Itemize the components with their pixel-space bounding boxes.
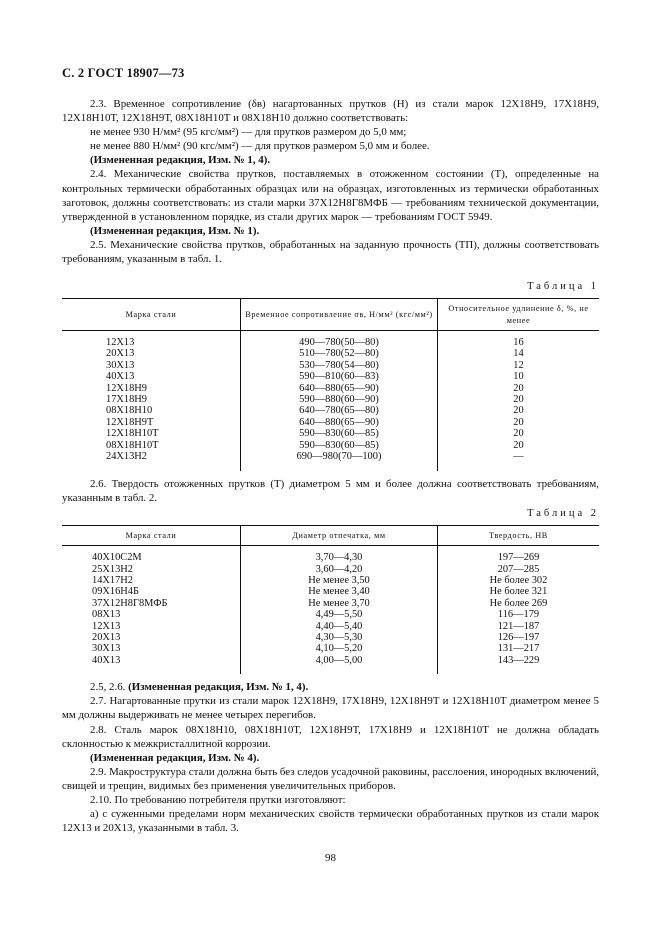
table-1-header-row xyxy=(62,299,599,331)
indent-diameter: 4,40—5,40 xyxy=(241,621,438,632)
table-2-header-hardness: Твердость, НВ xyxy=(438,525,600,545)
steel-grade: 20Х13 xyxy=(92,632,121,644)
table-2-caption: Таблица 2 xyxy=(527,507,599,519)
steel-grade: 12Х18Н9 xyxy=(106,382,147,394)
indent-diameter: Не менее 3,70 xyxy=(241,598,438,609)
table-row xyxy=(62,417,599,428)
table-row xyxy=(62,655,599,674)
table-row xyxy=(62,451,599,470)
table-row xyxy=(62,575,599,586)
table-row xyxy=(62,428,599,439)
table-row xyxy=(62,371,599,382)
clause-2-3-line-1: не менее 930 Н/мм² (95 кгс/мм²) — для прутков размером до 5,0 мм; xyxy=(90,126,407,139)
steel-grade: 40Х10С2М xyxy=(92,552,142,564)
steel-grade: 20Х13 xyxy=(106,348,135,360)
steel-grade: 30Х13 xyxy=(106,359,135,371)
table-row xyxy=(62,564,599,575)
clause-2-10-item-a: а) с суженными пределами норм механических свойств термически обработанных прутков из стали марок 12Х13 и 20Х13, указанными в табл. 3. xyxy=(62,808,599,835)
steel-grade: 14Х17Н2 xyxy=(92,575,133,586)
hardness: 131—217 xyxy=(438,643,600,654)
clause-2-4-edition: (Измененная редакция, Изм. № 1). xyxy=(90,224,260,237)
hardness: Не более 321 xyxy=(438,586,600,597)
hardness: 121—187 xyxy=(438,621,600,632)
steel-grade: 08Х13 xyxy=(92,609,121,621)
table-1-header-elongation: Относительное удлинение δ, %, не менее xyxy=(438,299,600,331)
steel-grade: 30Х13 xyxy=(92,643,121,655)
table-row xyxy=(62,621,599,632)
table-1-header-grade: Марка стали xyxy=(62,299,241,331)
steel-grade: 17Х18Н9 xyxy=(106,394,147,406)
table-row xyxy=(62,609,599,620)
elongation: 20 xyxy=(438,428,600,439)
table-row xyxy=(62,383,599,394)
table-2-header-row xyxy=(62,525,599,545)
tensile-strength: 590—830(60—85) xyxy=(241,428,438,439)
indent-diameter: 4,10—5,20 xyxy=(241,643,438,654)
clause-2-4: 2.4. Механические свойства прутков, поставляемых в отожженном состоянии (Т), определенные на контрольных термически обработанных образцах или на образцах, изготовленных из термически обработанных заготовок, должны соответствовать: из стали марки 37Х12Н8Г8МФБ — требованиям технической документации, утвержденной в установленном порядке, из стали других марок — требованиям ГОСТ 5949. xyxy=(62,168,599,223)
tensile-strength: 640—880(65—90) xyxy=(241,383,438,394)
tensile-strength: 590—810(60—83) xyxy=(241,371,438,382)
table-row xyxy=(62,394,599,405)
hardness: 197—269 xyxy=(438,546,600,564)
table-row xyxy=(62,598,599,609)
clause-2-6: 2.6. Твердость отожженных прутков (Т) диаметром 5 мм и более должна соответствовать требованиям, указанным в табл. 2. xyxy=(62,477,599,504)
tensile-strength: 490—780(50—80) xyxy=(241,331,438,349)
document-body xyxy=(62,97,599,835)
steel-grade: 40Х13 xyxy=(106,371,135,383)
tensile-strength: 590—830(60—85) xyxy=(241,440,438,451)
tensile-strength: 690—980(70—100) xyxy=(241,451,438,470)
hardness: 126—197 xyxy=(438,632,600,643)
table-row xyxy=(62,348,599,359)
table-row xyxy=(62,440,599,451)
tensile-strength: 640—880(65—90) xyxy=(241,417,438,428)
steel-grade: 12Х13 xyxy=(106,337,135,349)
elongation: 14 xyxy=(438,348,600,359)
clause-2-9: 2.9. Макроструктура стали должна быть без следов усадочной раковины, расслоения, инородных включений, свищей и трещин, видимых без применения увеличительных приборов. xyxy=(62,765,599,792)
steel-grade: 08Х18Н10 xyxy=(106,405,153,417)
table-1-header-strength: Временное сопротивление σв, Н/мм² (кгс/мм²) xyxy=(241,299,438,331)
hardness: Не более 302 xyxy=(438,575,600,586)
clause-2-5-2-6-edition-text: (Измененная редакция, Изм. № 1, 4). xyxy=(128,681,309,694)
page-number: 98 xyxy=(325,852,336,864)
steel-grade: 40Х13 xyxy=(92,654,121,666)
elongation: 20 xyxy=(438,383,600,394)
elongation: 12 xyxy=(438,360,600,371)
clause-2-5: 2.5. Механические свойства прутков, обработанных на заданную прочность (ТП), должны соответствовать требованиям, указанным в табл. 1. xyxy=(62,238,599,266)
table-row xyxy=(62,360,599,371)
clause-2-3-edition: (Измененная редакция, Изм. № 1, 4). xyxy=(90,154,271,167)
table-row xyxy=(62,586,599,597)
table-row xyxy=(62,405,599,416)
elongation: — xyxy=(438,451,600,470)
indent-diameter: Не менее 3,40 xyxy=(241,586,438,597)
indent-diameter: 3,60—4,20 xyxy=(241,564,438,575)
elongation: 16 xyxy=(438,331,600,349)
table-2-header-grade: Марка стали xyxy=(62,525,241,545)
indent-diameter: 4,49—5,50 xyxy=(241,609,438,620)
steel-grade: 08Х18Н10Т xyxy=(106,439,159,451)
page-header: С. 2 ГОСТ 18907—73 xyxy=(62,66,185,80)
clause-2-5-2-6-edition xyxy=(62,680,599,694)
steel-grade: 37Х12Н8Г8МФБ xyxy=(92,597,168,609)
table-1 xyxy=(62,298,599,470)
steel-grade: 25Х13Н2 xyxy=(92,563,133,575)
clause-2-3: 2.3. Временное сопротивление (δв) нагартованных прутков (Н) из стали марок 12Х18Н9, 17Х18Н9, 12Х18Н10Т, 12Х18Н9Т, 08Х18Н10Т и 08Х18Н10 должно соответствовать: xyxy=(62,98,599,125)
table-row xyxy=(62,331,599,349)
elongation: 20 xyxy=(438,405,600,416)
indent-diameter: 3,70—4,30 xyxy=(241,546,438,564)
tensile-strength: 510—780(52—80) xyxy=(241,348,438,359)
table-row xyxy=(62,546,599,564)
hardness: 207—285 xyxy=(438,564,600,575)
clause-2-5-2-6-prefix: 2.5, 2.6. xyxy=(90,681,126,694)
table-row xyxy=(62,632,599,643)
tensile-strength: 640—780(65—80) xyxy=(241,405,438,416)
elongation: 20 xyxy=(438,440,600,451)
indent-diameter: 4,00—5,00 xyxy=(241,655,438,674)
clause-2-8-edition: (Измененная редакция, Изм. № 4). xyxy=(90,751,260,764)
hardness: Не более 269 xyxy=(438,598,600,609)
indent-diameter: Не менее 3,50 xyxy=(241,575,438,586)
table-1-caption: Таблица 1 xyxy=(527,281,599,293)
clause-2-8: 2.8. Сталь марок 08Х18Н10, 08Х18Н10Т, 12Х18Н9Т, 17Х18Н9 и 12Х18Н10Т не должна обладать склонностью к межкристаллитной коррозии. xyxy=(62,723,599,750)
elongation: 20 xyxy=(438,394,600,405)
steel-grade: 12Х18Н9Т xyxy=(106,416,154,428)
table-2-header-diameter: Диаметр отпечатка, мм xyxy=(241,525,438,545)
elongation: 10 xyxy=(438,371,600,382)
table-row xyxy=(62,643,599,654)
elongation: 20 xyxy=(438,417,600,428)
clause-2-3-line-2: не менее 880 Н/мм² (90 кгс/мм²) — для прутков размером 5,0 мм и более. xyxy=(90,140,430,153)
table-2 xyxy=(62,525,599,674)
hardness: 143—229 xyxy=(438,655,600,674)
steel-grade: 12Х18Н10Т xyxy=(106,428,159,440)
clause-2-10: 2.10. По требованию потребителя прутки изготовляют: xyxy=(90,794,346,806)
indent-diameter: 4,30—5,30 xyxy=(241,632,438,643)
tensile-strength: 590—880(60—90) xyxy=(241,394,438,405)
steel-grade: 09Х16Н4Б xyxy=(92,586,139,598)
steel-grade: 12Х13 xyxy=(92,620,121,632)
clause-2-7: 2.7. Нагартованные прутки из стали марок 12Х18Н9, 17Х18Н9, 12Х18Н9Т и 12Х18Н10Т диаметром менее 5 мм должны выдерживать не менее четырех перегибов. xyxy=(62,695,599,722)
steel-grade: 24Х13Н2 xyxy=(106,451,147,463)
tensile-strength: 530—780(54—80) xyxy=(241,360,438,371)
hardness: 116—179 xyxy=(438,609,600,620)
